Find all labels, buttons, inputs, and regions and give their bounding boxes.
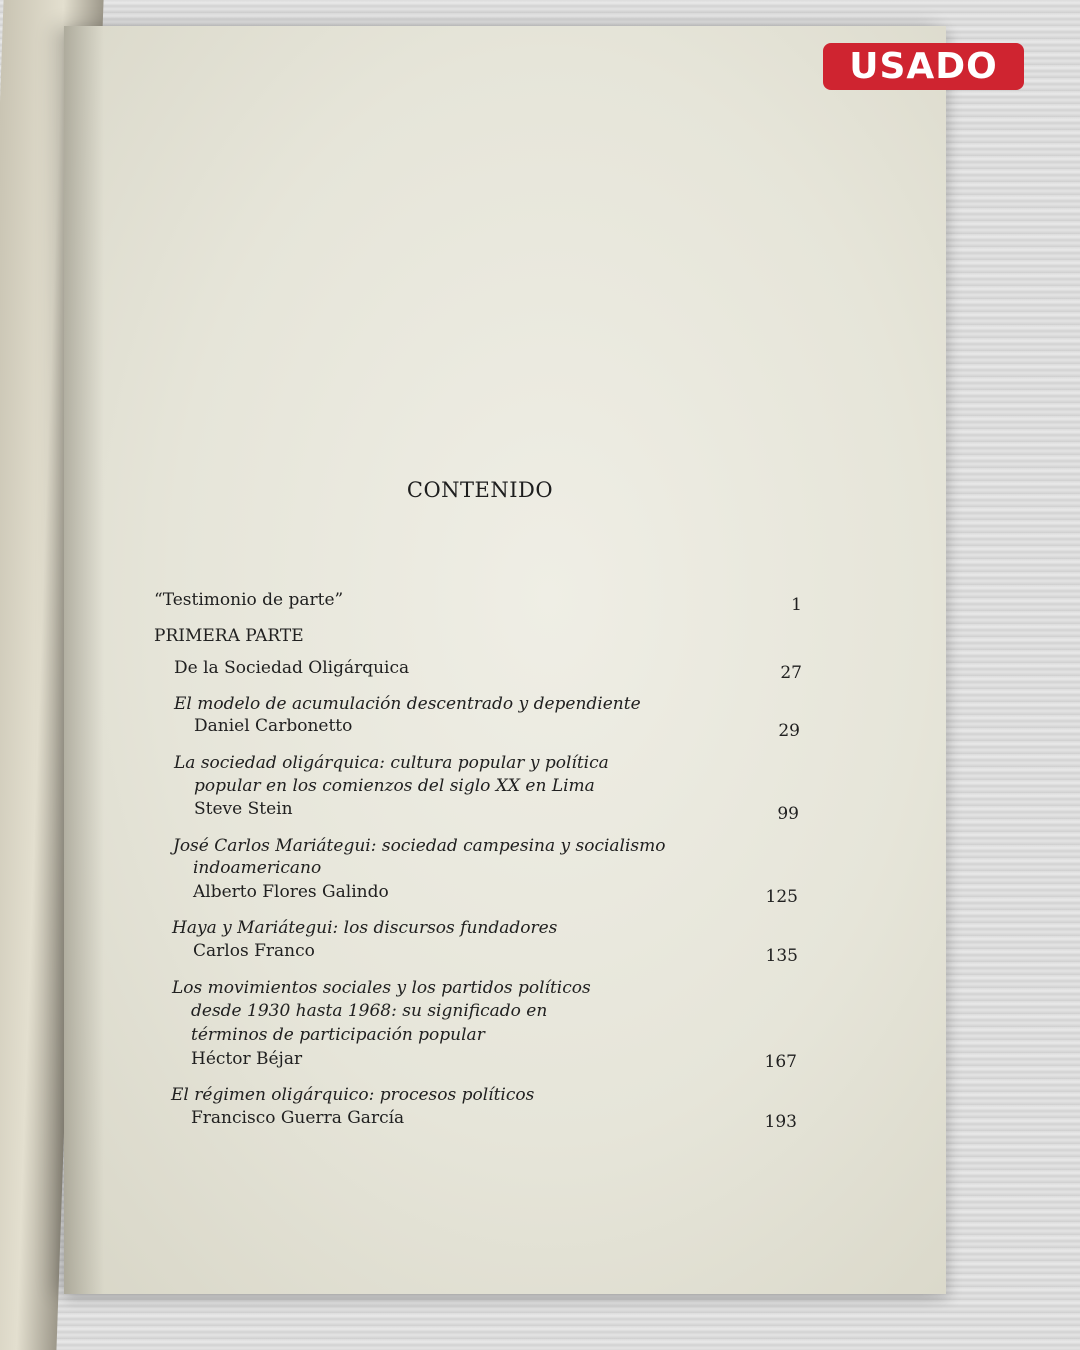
entry-author: Steve Stein	[194, 799, 293, 819]
entry-title-line: indoamericano	[193, 858, 322, 878]
part-heading: PRIMERA PARTE	[154, 626, 304, 646]
entry-page: 135	[765, 946, 798, 966]
entry-author: Francisco Guerra García	[191, 1108, 405, 1128]
entry-author: Héctor Béjar	[191, 1049, 303, 1069]
entry-title-line: El régimen oligárquico: procesos políticos	[171, 1085, 535, 1105]
entry-title-line: Haya y Mariátegui: los discursos fundadores	[172, 918, 558, 938]
entry-page: 167	[764, 1052, 797, 1072]
entry-page: 193	[764, 1112, 797, 1132]
entry-page: 99	[777, 804, 799, 824]
front-matter-page: 1	[791, 595, 802, 615]
entry-title-line: La sociedad oligárquica: cultura popular y política	[174, 753, 609, 773]
entry-author: Alberto Flores Galindo	[193, 882, 389, 902]
used-badge: USADO	[823, 43, 1024, 90]
entry-title-line: desde 1930 hasta 1968: su significado en	[191, 1001, 548, 1021]
entry-author: Daniel Carbonetto	[194, 716, 353, 736]
entry-title-line: Los movimientos sociales y los partidos políticos	[172, 978, 591, 998]
entry-page: 125	[765, 887, 798, 907]
entry-title-line: El modelo de acumulación descentrado y dependiente	[174, 694, 641, 714]
entry-title-line: José Carlos Mariátegui: sociedad campesina y socialismo	[173, 836, 666, 856]
entry-author: Carlos Franco	[193, 941, 315, 961]
section-title: De la Sociedad Oligárquica	[174, 658, 410, 678]
entry-title-line: términos de participación popular	[191, 1025, 485, 1045]
section-page: 27	[780, 663, 802, 683]
entry-title-line: popular en los comienzos del siglo XX en Lima	[194, 776, 595, 796]
entry-page: 29	[778, 721, 800, 741]
front-matter-title: “Testimonio de parte”	[154, 590, 344, 610]
contents-heading: CONTENIDO	[406, 478, 554, 502]
